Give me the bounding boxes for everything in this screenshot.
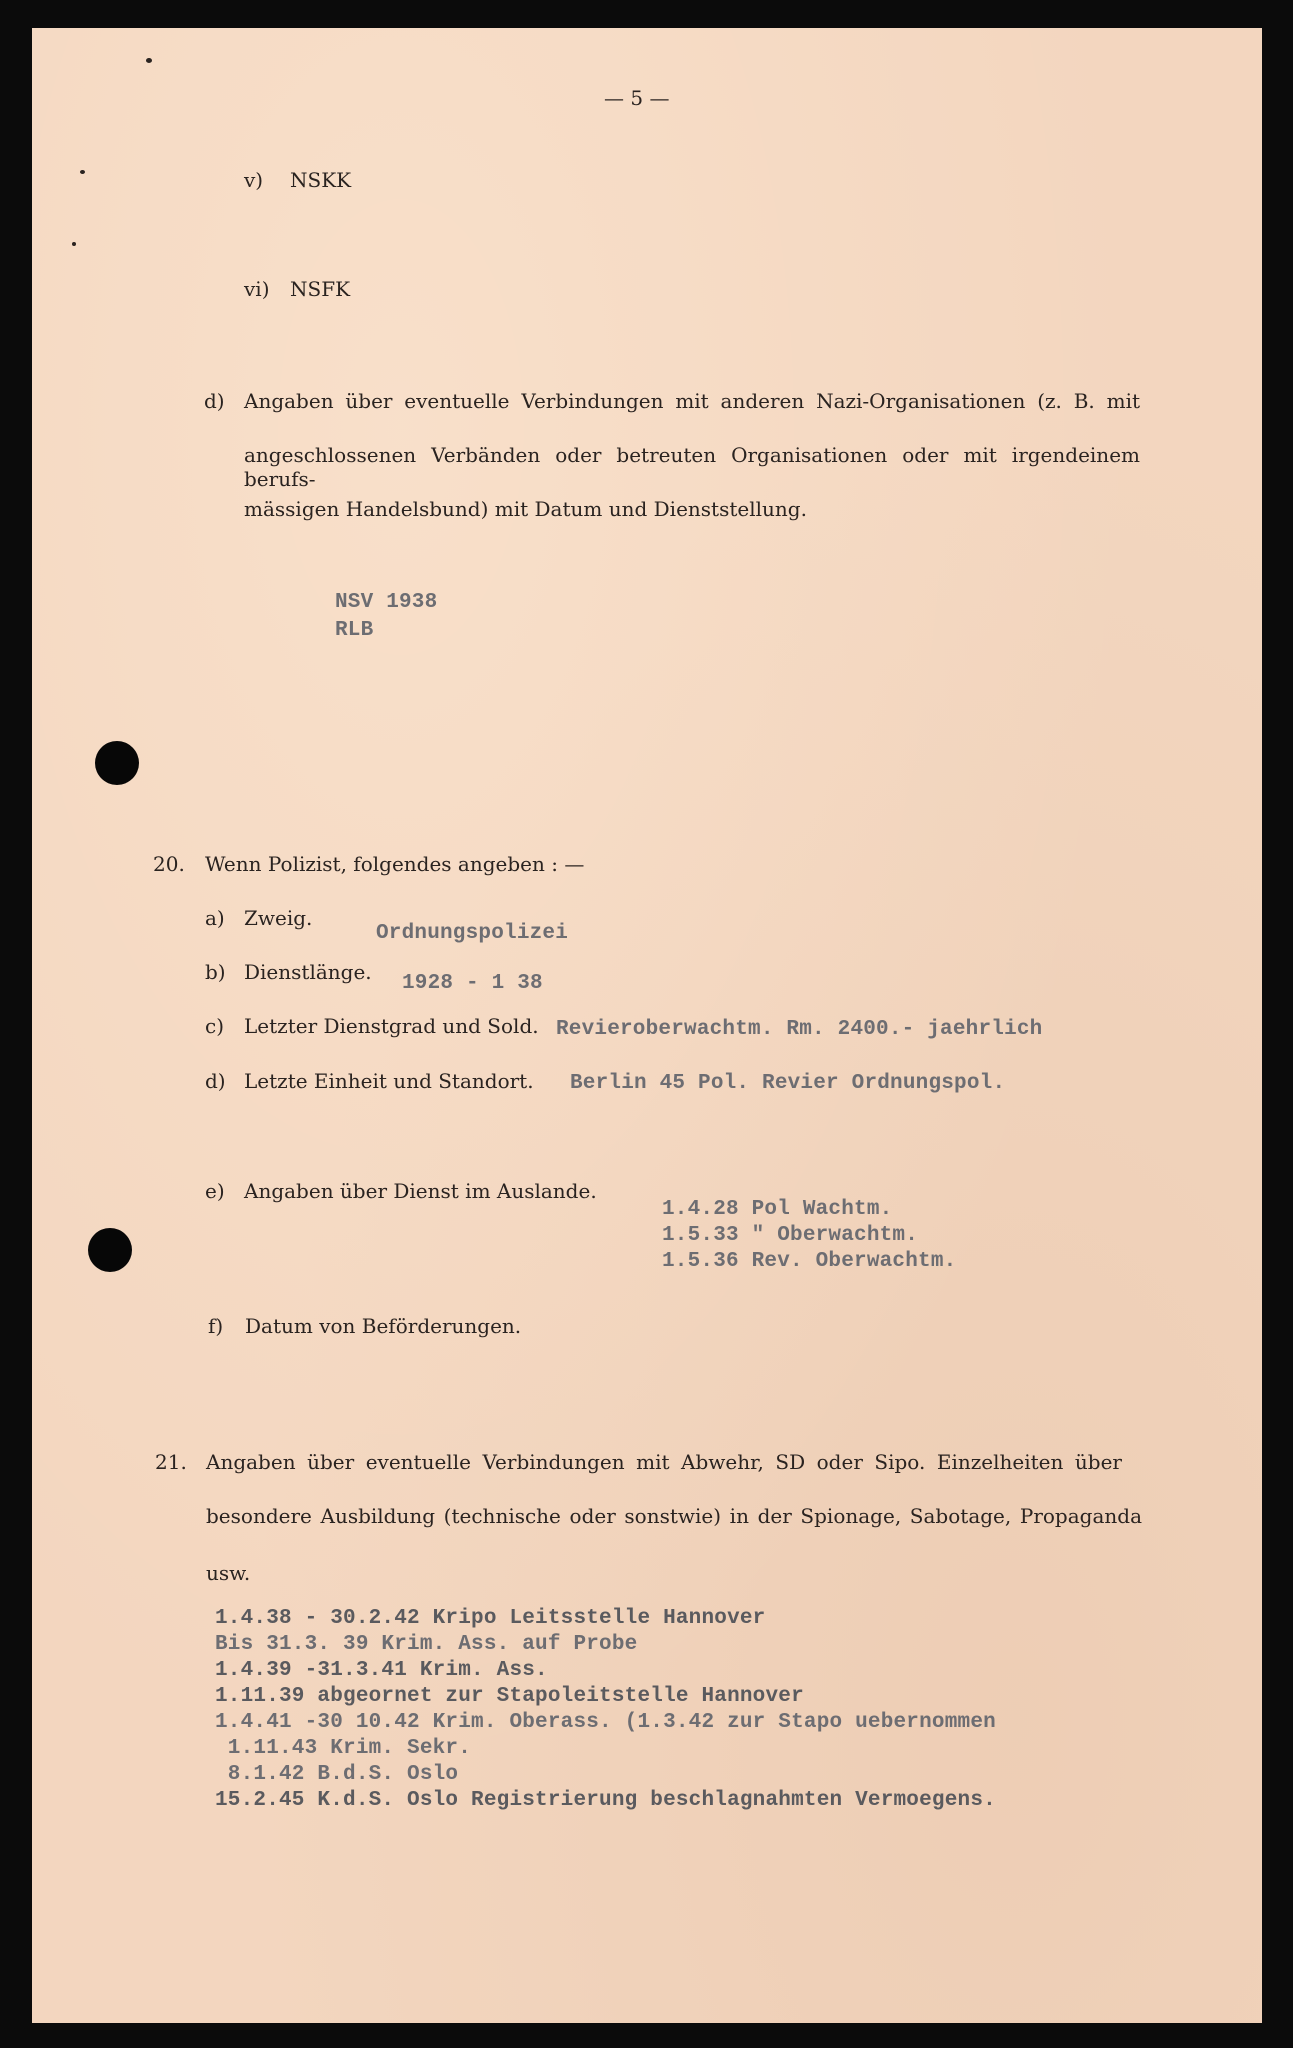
typed-answer-21-8: 15.2.45 K.d.S. Oslo Registrierung beschlagnahmten Vermoegens.: [215, 1789, 996, 1812]
typed-answer-org-2: RLB: [335, 619, 374, 642]
item-v-text: NSKK: [290, 168, 352, 192]
item-20d-label: d): [205, 1069, 226, 1093]
typed-answer-21-2: Bis 31.3. 39 Krim. Ass. auf Probe: [215, 1633, 638, 1656]
item-20f-text: Datum von Beförderungen.: [245, 1314, 522, 1338]
typed-answer-20d: Berlin 45 Pol. Revier Ordnungspol.: [570, 1072, 1006, 1095]
typed-answer-20e-2: 1.5.33 " Oberwachtm.: [662, 1224, 919, 1247]
question-21-line2: besondere Ausbildung (technische oder sonstwie) in der Spionage, Sabotage, Propaganda: [206, 1504, 1142, 1528]
typed-answer-21-1: 1.4.38 - 30.2.42 Kripo Leitsstelle Hannover: [215, 1607, 766, 1630]
item-20c-text: Letzter Dienstgrad und Sold.: [244, 1014, 539, 1038]
typed-answer-21-5: 1.4.41 -30 10.42 Krim. Oberass. (1.3.42 zur Stapo uebernommen: [215, 1711, 996, 1734]
question-21-number: 21.: [155, 1450, 187, 1474]
item-20b-label: b): [205, 960, 226, 984]
ink-speck: [72, 242, 76, 246]
typed-answer-21-7: 8.1.42 B.d.S. Oslo: [215, 1763, 459, 1786]
item-vi-label: vi): [244, 277, 270, 301]
typed-answer-21-6: 1.11.43 Krim. Sekr.: [215, 1737, 472, 1760]
typed-answer-20e-3: 1.5.36 Rev. Oberwachtm.: [662, 1250, 957, 1273]
item-d-line1: Angaben über eventuelle Verbindungen mit anderen Nazi-Organisationen (z. B. mit: [244, 389, 1140, 413]
ink-speck: [80, 170, 85, 174]
question-21-line1: Angaben über eventuelle Verbindungen mit Abwehr, SD oder Sipo. Einzelheiten über: [206, 1450, 1122, 1474]
question-20-title: Wenn Polizist, folgendes angeben : —: [205, 852, 585, 876]
item-d-label: d): [204, 389, 225, 413]
ink-speck: [146, 58, 152, 63]
typed-answer-21-4: 1.11.39 abgeornet zur Stapoleitstelle Hannover: [215, 1685, 804, 1708]
item-20e-label: e): [205, 1179, 225, 1203]
item-20c-label: c): [205, 1014, 225, 1038]
item-20a-text: Zweig.: [244, 906, 313, 930]
punch-hole-lower: [88, 1228, 132, 1272]
item-20f-label: f): [208, 1314, 224, 1338]
typed-answer-21-3: 1.4.39 -31.3.41 Krim. Ass.: [215, 1659, 548, 1682]
typed-answer-20e-1: 1.4.28 Pol Wachtm.: [662, 1198, 893, 1221]
typed-answer-20a: Ordnungspolizei: [376, 922, 569, 945]
typed-answer-20c: Revieroberwachtm. Rm. 2400.- jaehrlich: [556, 1018, 1043, 1041]
typed-answer-20b: 1928 - 1 38: [402, 972, 543, 995]
item-d-line2: angeschlossenen Verbänden oder betreuten Organisationen oder mit irgendeinem berufs-: [244, 443, 1140, 491]
item-v-label: v): [244, 168, 264, 192]
item-20d-text: Letzte Einheit und Standort.: [244, 1069, 534, 1093]
punch-hole-upper: [95, 741, 139, 785]
item-d-line3: mässigen Handelsbund) mit Datum und Dienststellung.: [244, 497, 807, 521]
question-21-line3: usw.: [206, 1561, 251, 1585]
typed-answer-org-1: NSV 1938: [335, 591, 438, 614]
question-20-number: 20.: [153, 852, 185, 876]
item-20e-text: Angaben über Dienst im Auslande.: [244, 1179, 597, 1203]
page-number: — 5 —: [604, 86, 670, 110]
item-20b-text: Dienstlänge.: [244, 960, 372, 984]
item-20a-label: a): [205, 906, 225, 930]
item-vi-text: NSFK: [290, 277, 351, 301]
